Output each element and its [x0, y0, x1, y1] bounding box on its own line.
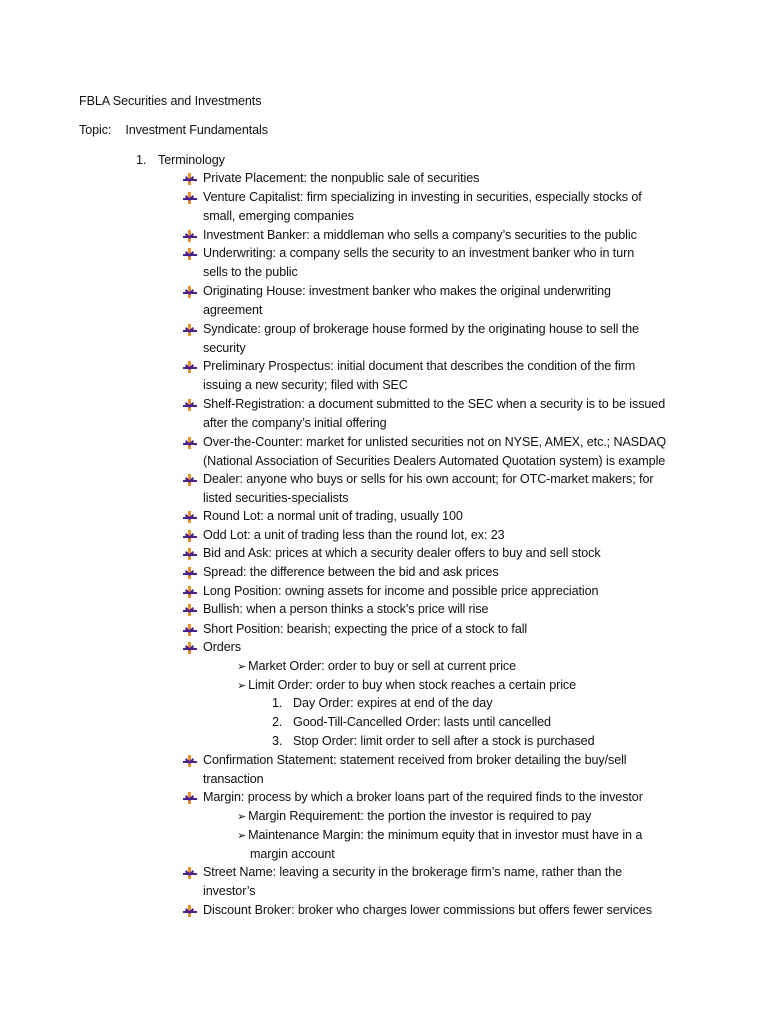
term-text: Margin: process by which a broker loans part of the required finds to the investor	[203, 790, 643, 804]
arrow-bullet-icon: ➢	[237, 829, 247, 842]
arrow-down-bullet-icon	[183, 792, 197, 804]
arrow-down-bullet-icon	[183, 548, 197, 560]
arrow-down-bullet-icon	[183, 192, 197, 204]
term-text: Bullish: when a person thinks a stock’s price will rise	[203, 602, 489, 616]
order-text: Limit Order: order to buy when stock reaches a certain price	[248, 678, 577, 692]
arrow-down-bullet-icon	[183, 604, 197, 616]
section-label: Terminology	[158, 153, 225, 167]
term-text: Street Name: leaving a security in the brokerage firm’s name, rather than the	[203, 865, 623, 879]
term-text: Dealer: anyone who buys or sells for his own account; for OTC-market makers; for	[203, 472, 654, 486]
arrow-down-bullet-icon	[183, 905, 197, 917]
term-text: Preliminary Prospectus: initial document that describes the condition of the firm	[203, 359, 636, 373]
order-text: Market Order: order to buy or sell at current price	[248, 659, 516, 673]
term-text-continued: agreement	[203, 303, 263, 317]
term-text-continued: issuing a new security; filed with SEC	[203, 378, 408, 392]
term-text: Bid and Ask: prices at which a security dealer offers to buy and sell stock	[203, 546, 601, 560]
topic-line	[79, 122, 268, 138]
item-text: Day Order: expires at end of the day	[293, 696, 493, 710]
arrow-down-bullet-icon	[183, 230, 197, 242]
arrow-down-bullet-icon	[183, 286, 197, 298]
arrow-down-bullet-icon	[183, 474, 197, 486]
term-text: Private Placement: the nonpublic sale of securities	[203, 171, 480, 185]
arrow-down-bullet-icon	[183, 642, 197, 654]
arrow-down-bullet-icon	[183, 324, 197, 336]
arrow-down-bullet-icon	[183, 399, 197, 411]
limit-order-type	[272, 695, 492, 711]
term-text: Round Lot: a normal unit of trading, usually 100	[203, 509, 463, 523]
arrow-down-bullet-icon	[183, 248, 197, 260]
margin-text-continued: margin account	[250, 847, 335, 861]
margin-subitem	[237, 827, 642, 844]
section-number: 1.	[136, 153, 147, 167]
item-number: 1.	[272, 696, 283, 710]
arrow-down-bullet-icon	[183, 624, 197, 636]
term-text: Long Position: owning assets for income and possible price appreciation	[203, 584, 599, 598]
term-text: Discount Broker: broker who charges lower commissions but offers fewer services	[203, 903, 652, 917]
term-text: Syndicate: group of brokerage house formed by the originating house to sell the	[203, 322, 639, 336]
term-text-continued: security	[203, 341, 246, 355]
arrow-down-bullet-icon	[183, 511, 197, 523]
margin-text: Maintenance Margin: the minimum equity that in investor must have in a	[248, 828, 643, 842]
order-subitem	[237, 658, 516, 675]
arrow-down-bullet-icon	[183, 867, 197, 879]
arrow-down-bullet-icon	[183, 437, 197, 449]
term-text-continued: (National Association of Securities Dealers Automated Quotation system) is example	[203, 454, 666, 468]
topic-value: Investment Fundamentals	[125, 123, 268, 137]
term-text: Orders	[203, 640, 241, 654]
term-text: Short Position: bearish; expecting the price of a stock to fall	[203, 622, 528, 636]
term-text: Shelf-Registration: a document submitted to the SEC when a security is to be issued	[203, 397, 666, 411]
term-text: Investment Banker: a middleman who sells a company’s securities to the public	[203, 228, 637, 242]
limit-order-type	[272, 733, 594, 749]
term-text: Over-the-Counter: market for unlisted securities not on NYSE, AMEX, etc.; NASDAQ	[203, 435, 667, 449]
arrow-down-bullet-icon	[183, 173, 197, 185]
arrow-down-bullet-icon	[183, 586, 197, 598]
term-text: Confirmation Statement: statement received from broker detailing the buy/sell	[203, 753, 627, 767]
term-text: Venture Capitalist: firm specializing in investing in securities, especially stocks of	[203, 190, 642, 204]
arrow-bullet-icon: ➢	[237, 679, 247, 692]
item-number: 3.	[272, 734, 283, 748]
document-title: FBLA Securities and Investments	[79, 94, 262, 108]
term-text: Underwriting: a company sells the security to an investment banker who in turn	[203, 246, 635, 260]
item-number: 2.	[272, 715, 283, 729]
margin-subitem	[237, 808, 591, 825]
topic-label: Topic:	[79, 123, 112, 137]
term-text-continued: transaction	[203, 772, 264, 786]
term-text-continued: small, emerging companies	[203, 209, 354, 223]
section-heading	[136, 152, 225, 168]
term-text-continued: investor’s	[203, 884, 256, 898]
item-text: Stop Order: limit order to sell after a stock is purchased	[293, 734, 595, 748]
term-text: Odd Lot: a unit of trading less than the round lot, ex: 23	[203, 528, 505, 542]
term-text-continued: listed securities-specialists	[203, 491, 349, 505]
term-text-continued: sells to the public	[203, 265, 298, 279]
limit-order-type	[272, 714, 551, 730]
margin-text: Margin Requirement: the portion the investor is required to pay	[248, 809, 592, 823]
arrow-down-bullet-icon	[183, 361, 197, 373]
arrow-bullet-icon: ➢	[237, 660, 247, 673]
term-text: Originating House: investment banker who makes the original underwriting	[203, 284, 611, 298]
arrow-down-bullet-icon	[183, 755, 197, 767]
arrow-down-bullet-icon	[183, 530, 197, 542]
term-text-continued: after the company’s initial offering	[203, 416, 387, 430]
term-text: Spread: the difference between the bid and ask prices	[203, 565, 499, 579]
order-subitem	[237, 677, 576, 694]
arrow-bullet-icon: ➢	[237, 810, 247, 823]
arrow-down-bullet-icon	[183, 567, 197, 579]
item-text: Good-Till-Cancelled Order: lasts until cancelled	[293, 715, 551, 729]
